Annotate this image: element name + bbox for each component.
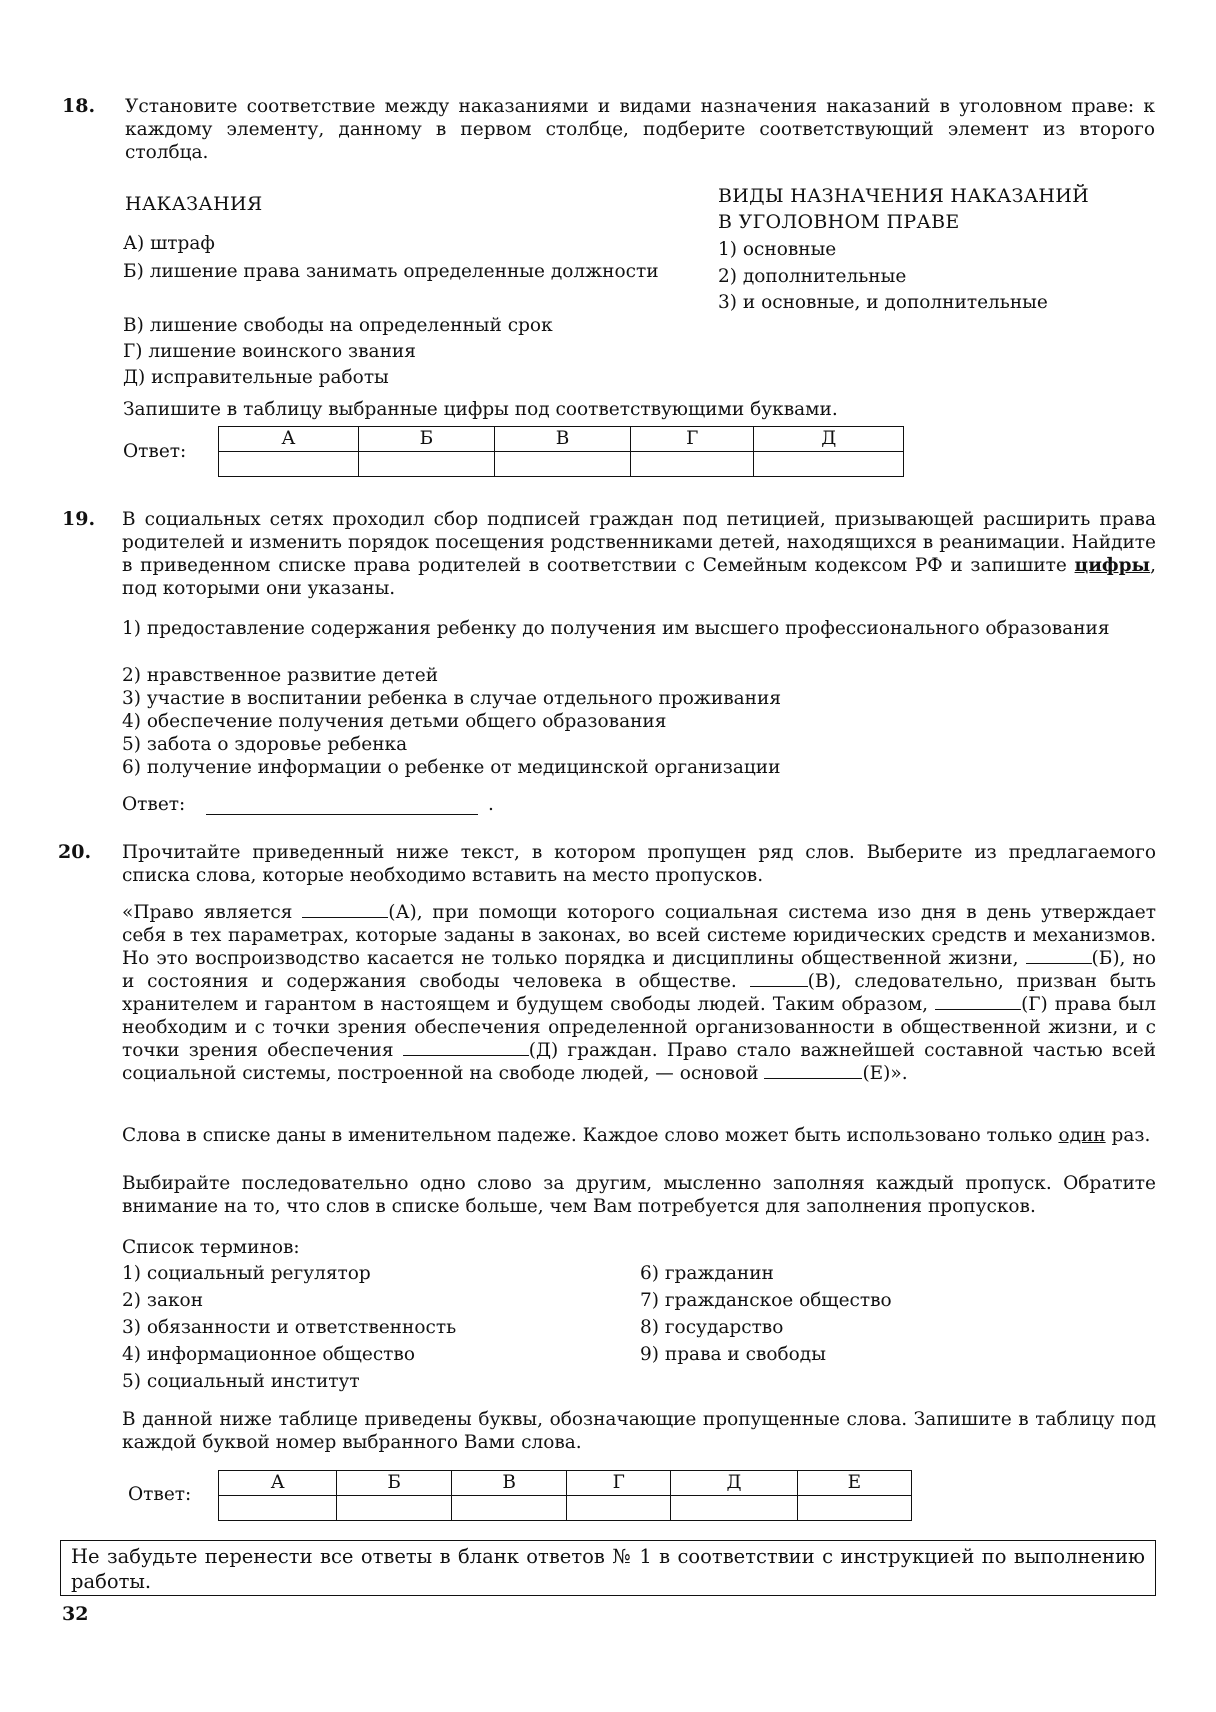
q18-left-title: НАКАЗАНИЯ [125,193,263,215]
q20-terms-title: Список терминов: [122,1237,300,1258]
q20-term-2: 2) закон [122,1290,204,1311]
q18-left-item-a: А) штраф [123,233,215,254]
q18-answer-header-a: А [219,427,359,452]
page-number: 32 [62,1603,89,1625]
q18-left-item-g: Г) лишение воинского звания [123,341,416,362]
q18-answer-header-v: В [494,427,630,452]
q20-blank-d [403,1055,529,1056]
q20-term-9: 9) права и свободы [640,1344,826,1365]
q20-answer-header-e: Е [797,1471,911,1496]
q18-right-item-2: 2) дополнительные [718,266,907,287]
q18-right-item-3: 3) и основные, и дополнительные [718,292,1048,313]
q19-text-before: В социальных сетях проходил сбор подписей граждан под петицией, призывающей расширить права родителей и изменить порядок посещения родственниками детей, находящихся в реанимации. Найдите в приведенном списке права родителей в соответствии с Семейным кодексом РФ и запишите [122,509,1156,576]
q20-note-1-before: Слова в списке даны в именительном падеже. Каждое слово может быть использовано только [122,1125,1059,1146]
q19-item-2: 2) нравственное развитие детей [122,665,439,686]
q20-answer-cell-g[interactable] [567,1496,671,1521]
q18-text: Установите соответствие между наказаниями и видами назначения наказаний в уголовном праве: к каждому элементу, данному в первом столбце, подберите соответствующий элемент из второго столбца. [125,96,1155,163]
q20-answer-label: Ответ: [128,1484,192,1505]
q20-blank-b [1026,963,1092,964]
q20-answer-table [218,1470,912,1521]
q19-number: 19. [62,508,96,530]
q19-item-5: 5) забота о здоровье ребенка [122,734,408,755]
q20-number: 20. [58,841,92,863]
q19-text-after: , под которыми они указаны. [122,555,1156,599]
q18-answer-table [218,426,904,477]
q20-note-1-after: раз. [1105,1125,1151,1146]
q20-passage-part-6: (Д) граждан. Право стало важнейшей составной частью всей социальной системы, построенной на свободе людей, — основой [122,1040,1156,1084]
q18-answer-cell-d[interactable] [754,452,904,477]
q18-answer-header-row [219,427,904,452]
q20-term-1: 1) социальный регулятор [122,1263,371,1284]
q18-instruction: Запишите в таблицу выбранные цифры под соответствующими буквами. [123,399,838,420]
q20-answer-cell-a[interactable] [219,1496,337,1521]
q20-passage-part-7: (Е)». [862,1063,908,1084]
q20-note-1 [122,1124,1156,1147]
q19-answer-label: Ответ: [122,794,186,815]
q20-blank-g [935,1009,1021,1010]
q18-answer-header-g: Г [631,427,754,452]
q20-passage [122,901,1156,1085]
q20-blank-a [302,917,388,918]
q20-note-1-emph: один [1058,1125,1106,1146]
q20-answer-header-d: Д [671,1471,797,1496]
q20-term-7: 7) гражданское общество [640,1290,892,1311]
q19-text [122,508,1156,600]
q18-number: 18. [62,95,96,117]
q20-answer-cell-e[interactable] [797,1496,911,1521]
q20-answer-header-v: В [452,1471,567,1496]
q18-answer-input-row [219,452,904,477]
q18-answer-cell-a[interactable] [219,452,359,477]
q19-item-3: 3) участие в воспитании ребенка в случае отдельного проживания [122,688,781,709]
q19-answer-line[interactable] [206,794,478,815]
q20-answer-cell-v[interactable] [452,1496,567,1521]
q18-answer-cell-v[interactable] [494,452,630,477]
q20-passage-part-5: (Г) права был необходим и с точки зрения обеспечения определенной организованности в общественной жизни, и с точки зрения обеспечения [122,994,1156,1061]
q20-term-8: 8) государство [640,1317,784,1338]
q19-item-6: 6) получение информации о ребенке от медицинской организации [122,757,781,778]
q19-item-4: 4) обеспечение получения детьми общего образования [122,711,667,732]
q20-passage-part-2: (А), при помощи которого социальная система изо дня в день утверждает себя в тех параметрах, которые заданы в законах, во всей системе юридических средств и механизмов. Но это воспроизводство касается не только порядка и дисциплины общественной жизни, [122,902,1156,969]
q20-answer-header-a: А [219,1471,337,1496]
q20-passage-part-3: (Б), но и состояния и содержания свободы человека в обществе. [122,948,1156,992]
q19-answer-end: . [488,794,494,815]
q20-term-3: 3) обязанности и ответственность [122,1317,457,1338]
q20-text: Прочитайте приведенный ниже текст, в котором пропущен ряд слов. Выберите из предлагаемого списка слова, которые необходимо вставить на место пропусков. [122,842,1156,886]
q20-blank-e [764,1078,862,1079]
q20-note-2: Выбирайте последовательно одно слово за другим, мысленно заполняя каждый пропуск. Обратите внимание на то, что слов в списке больше, чем Вам потребуется для заполнения пропусков. [122,1173,1156,1217]
q18-answer-header-b: Б [358,427,494,452]
q18-answer-cell-b[interactable] [358,452,494,477]
q19-text-emph: цифры [1074,555,1151,576]
q20-answer-cell-d[interactable] [671,1496,797,1521]
q18-answer-header-d: Д [754,427,904,452]
q18-left-item-v: В) лишение свободы на определенный срок [123,315,553,336]
q20-passage-part-4: (В), следовательно, призван быть хранителем и гарантом в настоящем и будущем свободы людей. Таким образом, [122,971,1157,1015]
q20-table-note: В данной ниже таблице приведены буквы, обозначающие пропущенные слова. Запишите в таблицу под каждой буквой номер выбранного Вами слова. [122,1409,1156,1453]
q19-item-1: 1) предоставление содержания ребенку до получения им высшего профессионального образования [122,618,1110,639]
reminder-box: Не забудьте перенести все ответы в бланк ответов № 1 в соответствии с инструкцией по выполнению работы. [60,1540,1156,1596]
q20-answer-header-g: Г [567,1471,671,1496]
q20-term-5: 5) социальный институт [122,1371,360,1392]
q20-answer-input-row [219,1496,912,1521]
q18-left-item-b: Б) лишение права занимать определенные должности [123,261,659,282]
q18-answer-cell-g[interactable] [631,452,754,477]
q18-answer-label: Ответ: [123,441,187,462]
q18-right-item-1: 1) основные [718,239,837,260]
q18-right-title-2: В УГОЛОВНОМ ПРАВЕ [718,211,960,233]
q18-right-title-1: ВИДЫ НАЗНАЧЕНИЯ НАКАЗАНИЙ [718,185,1090,207]
q20-blank-v [750,986,808,987]
q20-answer-header-b: Б [337,1471,452,1496]
q18-left-item-d: Д) исправительные работы [123,367,389,388]
q20-passage-part-1: «Право является [122,902,303,923]
q20-answer-cell-b[interactable] [337,1496,452,1521]
q20-term-6: 6) гражданин [640,1263,774,1284]
q20-term-4: 4) информационное общество [122,1344,415,1365]
q20-answer-header-row [219,1471,912,1496]
